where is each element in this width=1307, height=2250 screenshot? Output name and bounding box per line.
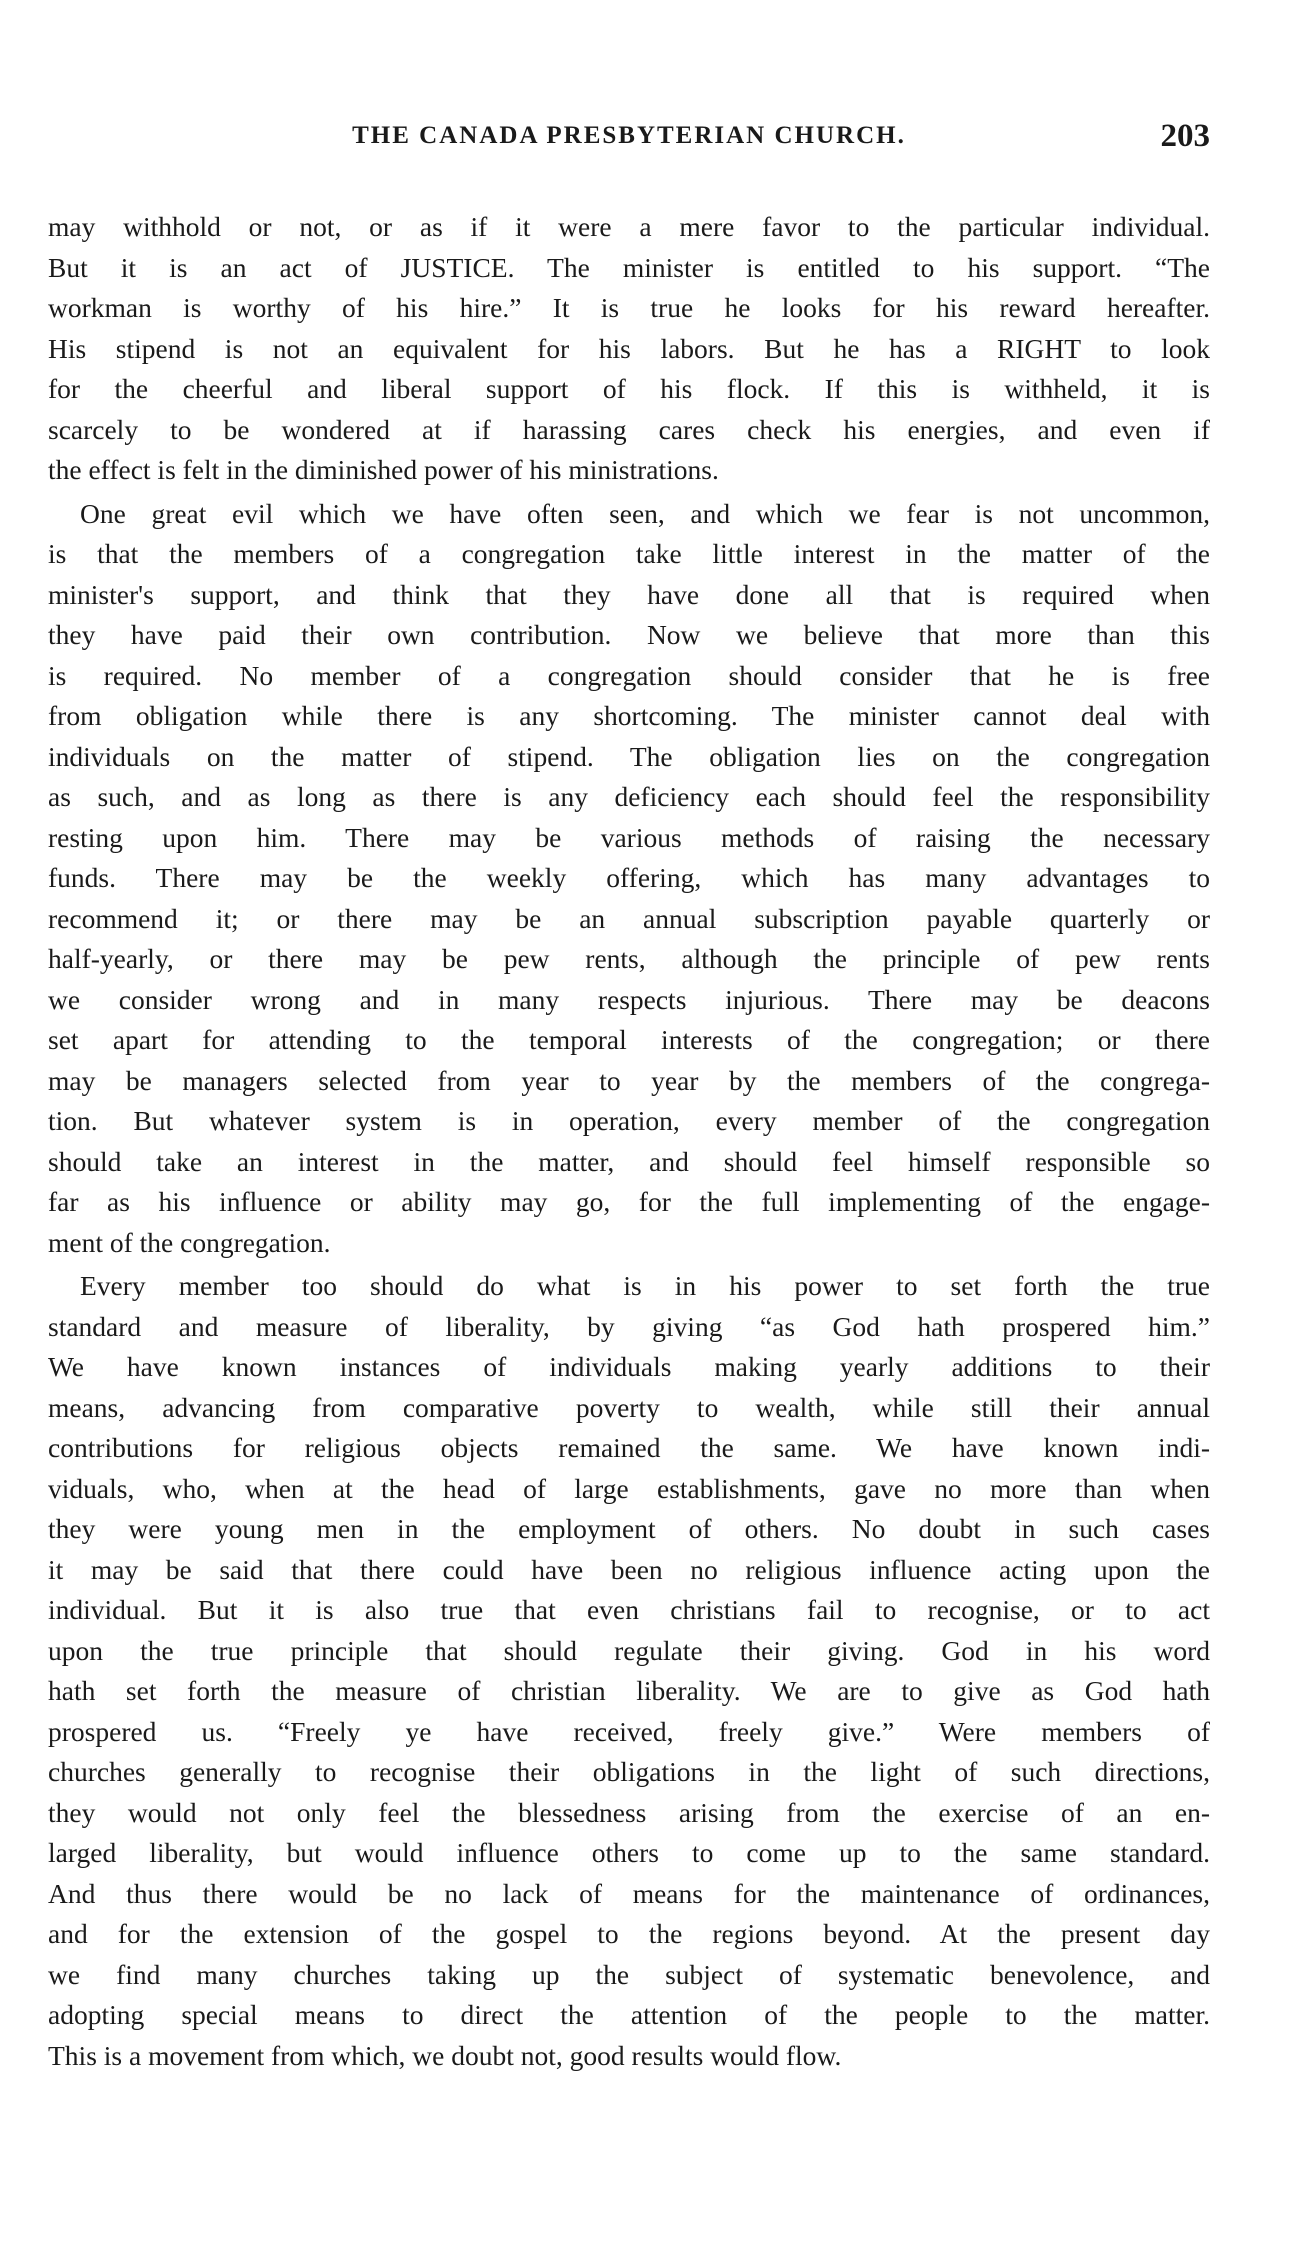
text-line: viduals, who, when at the head of large establishments, gave no more than when — [48, 1472, 1210, 1504]
text-line: standard and measure of liberality, by giving “as God hath prospered him.” — [48, 1310, 1210, 1342]
text-line: we consider wrong and in many respects injurious. There may be deacons — [48, 983, 1210, 1015]
text-line: may be managers selected from year to year by the members of the congrega- — [48, 1064, 1210, 1096]
text-line: funds. There may be the weekly offering, which has many advantages to — [48, 862, 1210, 893]
text-line: may withhold or not, or as if it were a mere favor to the particular individual. — [48, 211, 1210, 242]
text-line: from obligation while there is any shortcoming. The minister cannot deal with — [48, 700, 1210, 731]
running-title: THE CANADA PRESBYTERIAN CHURCH. — [352, 122, 906, 149]
text-line: and for the extension of the gospel to the regions beyond. At the present day — [48, 1918, 1210, 1949]
text-line: the effect is felt in the diminished power of his ministrations. — [48, 454, 719, 485]
paragraph — [48, 207, 1210, 491]
running-head — [48, 118, 1210, 158]
text-line: And thus there would be no lack of means for the maintenance of ordinances, — [48, 1877, 1210, 1909]
text-line: hath set forth the measure of christian liberality. We are to give as God hath — [48, 1675, 1210, 1706]
text-line: half-yearly, or there may be pew rents, although the principle of pew rents — [48, 943, 1210, 974]
text-line: far as his influence or ability may go, for the full implementing of the engage- — [48, 1186, 1210, 1217]
text-line: Every member too should do what is in his power to set forth the true — [80, 1270, 1210, 1301]
text-line: they have paid their own contribution. Now we believe that more than this — [48, 619, 1210, 650]
text-line: larged liberality, but would influence others to come up to the same standard. — [48, 1837, 1210, 1868]
text-line: set apart for attending to the temporal interests of the congregation; or there — [48, 1024, 1210, 1055]
text-line: workman is worthy of his hire.” It is true he looks for his reward hereafter. — [48, 292, 1210, 323]
text-line: One great evil which we have often seen, and which we fear is not uncommon, — [80, 497, 1210, 529]
text-line: prospered us. “Freely ye have received, freely give.” Were members of — [48, 1715, 1210, 1747]
text-line: they were young men in the employment of others. No doubt in such cases — [48, 1513, 1210, 1544]
text-line: tion. But whatever system is in operation, every member of the congregation — [48, 1105, 1210, 1136]
text-line: should take an interest in the matter, and should feel himself responsible so — [48, 1145, 1210, 1177]
text-line: His stipend is not an equivalent for his labors. But he has a RIGHT to look — [48, 332, 1210, 364]
text-line: ment of the congregation. — [48, 1226, 331, 1258]
page-number: 203 — [1160, 118, 1210, 154]
text-line: adopting special means to direct the attention of the people to the matter. — [48, 1999, 1210, 2030]
text-line: contributions for religious objects remained the same. We have known indi- — [48, 1432, 1210, 1463]
text-line: is required. No member of a congregation should consider that he is free — [48, 659, 1210, 691]
paragraph — [48, 1266, 1210, 2076]
text-line: means, advancing from comparative poverty to wealth, while still their annual — [48, 1391, 1210, 1423]
paragraph — [48, 494, 1210, 1264]
text-line: they would not only feel the blessedness arising from the exercise of an en- — [48, 1796, 1210, 1828]
text-line: scarcely to be wondered at if harassing cares check his energies, and even if — [48, 413, 1210, 445]
text-line: But it is an act of JUSTICE. The minister is entitled to his support. “The — [48, 251, 1210, 283]
text-line: as such, and as long as there is any deficiency each should feel the responsibility — [48, 781, 1210, 812]
text-line: for the cheerful and liberal support of his flock. If this is withheld, it is — [48, 373, 1210, 404]
body-text — [48, 207, 1210, 2076]
text-line: churches generally to recognise their obligations in the light of such directions, — [48, 1756, 1210, 1787]
text-line: individual. But it is also true that even christians fail to recognise, or to act — [48, 1594, 1210, 1625]
text-line: recommend it; or there may be an annual subscription payable quarterly or — [48, 902, 1210, 934]
text-line: minister's support, and think that they have done all that is required when — [48, 578, 1210, 610]
text-line: This is a movement from which, we doubt not, good results would flow. — [48, 2039, 842, 2071]
text-line: upon the true principle that should regulate their giving. God in his word — [48, 1634, 1210, 1666]
text-line: is that the members of a congregation take little interest in the matter of the — [48, 538, 1210, 569]
text-line: we find many churches taking up the subject of systematic benevolence, and — [48, 1958, 1210, 1990]
text-line: resting upon him. There may be various methods of raising the necessary — [48, 821, 1210, 853]
text-line: individuals on the matter of stipend. The obligation lies on the congregation — [48, 740, 1210, 772]
text-line: it may be said that there could have been no religious influence acting upon the — [48, 1553, 1210, 1585]
text-line: We have known instances of individuals making yearly additions to their — [48, 1351, 1210, 1382]
